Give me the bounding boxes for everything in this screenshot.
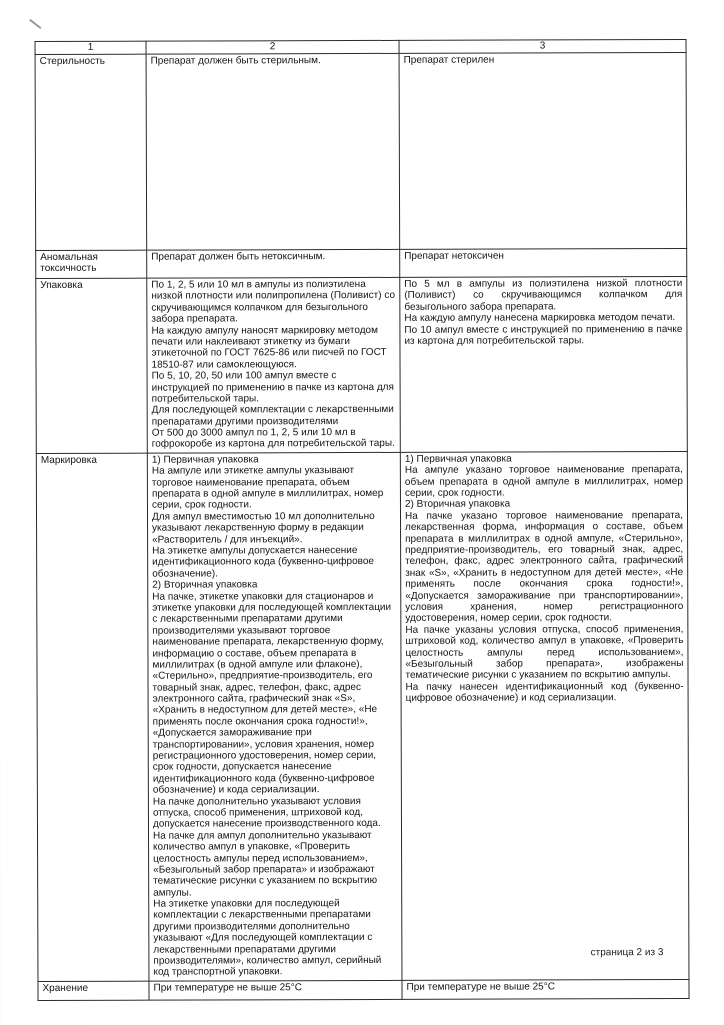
- page-number: страница 2 из 3: [590, 947, 664, 959]
- specification-table: [35, 39, 690, 1001]
- packaging-requirement-cell: По 1, 2, 5 или 10 мл в ампулы из полиэтилена низкой плотности или полипропилена (Поливист) со скручивающимся колпачком для безыгольного забора препарата. На каждую ампулу наносят маркировку методом печати или наклеивают этикетку из бумаги этикеточной по ГОСТ 7625-86 или писчей по ГОСТ 18510-87 или самоклеющуюся. По 5, 10, 20, 50 или 100 ампул вместе с инструкцией по применению в пачке из картона для потребительской тары. Для последующей комплектации с лекарственными препаратами другими производителями От 500 до 3000 ампул по 1, 2, 5 или 10 мл в гофрокоробе из картона для потребительской тары.: [147, 277, 401, 453]
- scan-mark-artifact: [29, 19, 41, 29]
- row-label-toxicity: Аномальная токсичность: [36, 250, 147, 278]
- toxicity-result-cell: Препарат нетоксичен: [400, 248, 687, 277]
- row-label-storage: Хранение: [38, 981, 149, 1000]
- table-row-packaging: [36, 276, 688, 453]
- row-label-marking: Маркировка: [36, 453, 149, 981]
- column-header-2: 2: [146, 40, 399, 54]
- table-row-toxicity: [36, 248, 687, 278]
- row-label-sterility: Стерильность: [35, 54, 147, 250]
- table-row-storage: [38, 979, 689, 1000]
- storage-result-cell: При температуре не выше 25°С: [402, 979, 689, 999]
- sterility-requirement-cell: Препарат должен быть стерильным.: [146, 53, 400, 250]
- marking-requirement-cell: 1) Первичная упаковка На ампуле или этикетке ампулы указывают торговое наименование препарата, объем препарата в одной ампуле в миллилитрах, номер серии, срок годности. Для ампул вместимостью 10 мл дополнительно указывают лекарственную форму в редакции «Растворитель / для инъекций». На этикетке ампулы допускается нанесение идентификационного кода (буквенно-цифровое обозначение). 2) Вторичная упаковка На пачке, этикетке упаковки для стационаров и этикетке упаковки для последующей комплектации с лекарственными препаратами другими производителями указывают торговое наименование препарата, лекарственную форму, информацию о составе, объем препарата в миллилитрах (в одной ампуле или флаконе), «Стерильно», предприятие-производитель, его товарный знак, адрес, телефон, факс, адрес электронного сайта, графический знак «S», «Хранить в недоступном для детей месте», «Не применять после окончания срока годности!», «Допускается замораживание при транспортировании», условия хранения, номер регистрационного удостоверения, номер серии, срок годности, допускается нанесение идентификационного кода (буквенно-цифровое обозначение) и кода сериализации. На пачке дополнительно указывают условия отпуска, способ применения, штриховой код, допускается нанесение производственного кода. На пачке для ампул дополнительно указывают количество ампул в упаковке, «Проверить целостность ампулы перед использованием», «Безыгольный забор препарата» и изображают тематические рисунки с указанием по вскрытию ампулы. На этикетке упаковки для последующей комплектации с лекарственными препаратами другими производителями дополнительно указывают «Для последующей комплектации с лекарственными препаратами другими производителями», количество ампул, серийный код транспортной упаковки.: [147, 452, 402, 981]
- sterility-result-cell: Препарат стерилен: [399, 52, 687, 249]
- table-row-sterility: [35, 52, 687, 250]
- row-label-packaging: Упаковка: [36, 278, 148, 453]
- table-row-marking: [36, 451, 689, 981]
- storage-requirement-cell: При температуре не выше 25°С: [149, 980, 402, 1000]
- column-header-1: 1: [35, 41, 146, 54]
- column-header-3: 3: [399, 39, 686, 53]
- toxicity-requirement-cell: Препарат должен быть нетоксичным.: [147, 249, 400, 278]
- marking-result-cell: 1) Первичная упаковка На ампуле указано торговое наименование препарата, объем препарата в одной ампуле в миллилитрах, номер серии, срок годности. 2) Вторичная упаковка На пачке указано торговое наименование препарата, лекарственная форма, информация о составе, объем препарата в миллилитрах в одной ампуле, «Стерильно», предприятие-производитель, его товарный знак, адрес, телефон, факс, адрес электронного сайта, графический знак «S», «Хранить в недоступном для детей месте», «Не применять после окончания срока годности!», «Допускается замораживание при транспортировании», условия хранения, номер регистрационного удостоверения, номер серии, срок годности. На пачке указаны условия отпуска, способ применения, штриховой код, количество ампул в упаковке, «Проверить целостность ампулы перед использованием», «Безыгольный забор препарата», изображены тематические рисунки с указанием по вскрытию ампулы. На пачку нанесен идентификационный код (буквенно-цифровое обозначение) и код сериализации.: [400, 451, 689, 980]
- packaging-result-cell: По 5 мл в ампулы из полиэтилена низкой плотности (Поливист) со скручивающимся колпачком для безыгольного забора препарата. На каждую ампулу нанесена маркировка методом печати. По 10 ампул вместе с инструкцией по применению в пачке из картона для потребительской тары.: [400, 276, 688, 452]
